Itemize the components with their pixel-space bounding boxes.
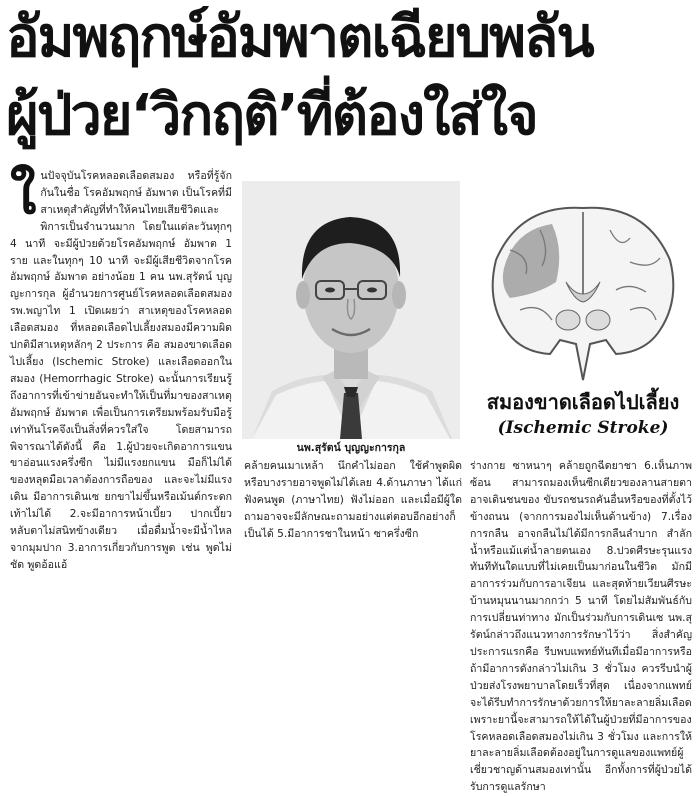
portrait-image	[242, 181, 460, 439]
brain-icon	[480, 190, 686, 386]
doctor-photo	[242, 181, 460, 439]
illustration-caption	[470, 388, 696, 440]
photo-caption: นพ.สุรัตน์ บุญญะการกุล	[296, 442, 406, 454]
column-2-text: คล้ายคนเมาเหล้า นึกคำไม่ออก ใช้คำพูดผิด หรือบางรายอาจพูดไม่ได้เลย 4.ด้านภาษา ได้แก่ ฟังคนพูด (ภาษาไทย) ฟังไม่ออก และเมื่อมีผู้ใดถามอาจจะมีลักษณะถามอย่างแต่ตอบอีกอย่างก็เป็นได้ 5.มีอาการชาในหน้า ซาครึ่งซีก	[244, 460, 462, 540]
article-column-2	[244, 458, 462, 552]
drop-cap: ใ	[10, 163, 37, 226]
illustration-caption-english: (Ischemic Stroke)	[497, 418, 669, 438]
headline-line-2: ผู้ป่วย‘วิกฤติ’ที่ต้องใส่ใจ	[6, 83, 537, 148]
column-1-text: นปัจจุบันโรคหลอดเลือดสมอง หรือที่รู้จักกันในชื่อ โรคอัมพฤกษ์ อัมพาต เป็นโรคที่มีสาเหตุสำคัญที่ทำให้คนไทยเสียชีวิตและพิการเป็นจำนวนมาก โดยในแต่ละวันทุกๆ 4 นาที จะมีผู้ป่วยด้วยโรคอัมพฤกษ์ อัมพาต 1 ราย และในทุกๆ 10 นาที จะมีผู้เสียชีวิตจากโรคอัมพฤกษ์ อัมพาต อย่างน้อย 1 คน นพ.สุรัตน์ บุญญะการกุล ผู้อำนวยการศูนย์โรคหลอดเลือดสมอง รพ.พญาไท 1 เปิดเผยว่า สาเหตุของโรคหลอดเลือดสมอง ที่หลอดเลือดไปเลี้ยงสมองมีความผิดปกติมีสาเหตุหลักๆ 2 ประการ คือ สมองขาดเลือดไปเลี้ยง (Ischemic Stroke) และเลือดออกในสมอง (Hemorrhagic Stroke) ฉะนั้นการเรียนรู้ถึงอาการที่เข้าข่ายอันจะทำให้เป็นที่มาของสาเหตุอัมพฤกษ์ อัมพาต เพื่อเป็นการเตรียมพร้อมรับมือรู้เท่าทันโรคจึงเป็นสิ่งที่ควรใส่ใจ โดยสามารถพิจารณาได้ดังนี้ คือ 1.ผู้ป่วยจะเกิดอาการแขนขาอ่อนแรงครึ่งซีก ไม่มีแรงยกแขน มือก็ไม่ได้ ของหลุดมือเวลาต้องการถือของ และจะไม่มีแรงเดิน มีอาการเดินเซ ยกขาไม่ขึ้นหรือเม้นต์กระดกเท้าไม่ได้ 2.จะมีอาการหน้าเบี้ยว ปากเบี้ยว หลับตาไม่สนิทข้างเดียว เมื่อดื่มน้ำจะมีน้ำไหลจากมุมปาก 3.อาการเกี่ยวกับการพูด เช่น พูดไม่ชัด พูดอ้อแอ้	[10, 170, 232, 571]
headline	[6, 0, 696, 156]
brain-illustration	[480, 190, 686, 386]
illustration-caption-thai: สมองขาดเลือดไปเลี้ยง	[486, 390, 680, 414]
article-column-3	[470, 458, 692, 794]
headline-line-1: อัมพฤกษ์อัมพาตเฉียบพลัน	[6, 5, 593, 70]
article-column-1	[10, 163, 232, 571]
column-3-text: ร่างกาย ซาหนาๆ คล้ายถูกฉีดยาชา 6.เห็นภาพซ้อน สามารถมองเห็นซีกเดียวของลานสายตา อาจเดินชนของ ขับรถชนรถคันอื่นหรือของที่ตั้งไว้ข้างถนน (จากการมองไม่เห็นด้านข้าง) 7.เรื่องการกลืน อาจกลืนไม่ได้มีการกลืนลำบาก สำลักน้ำหรือแม้แต่น้ำลายตนเอง 8.ปวดศีรษะรุนแรงทันทีทันใดแบบที่ไม่เคยเป็นมาก่อนในชีวิต มักมีอาการร่วมกับการอาเจียน และสุดท้ายเวียนศีรษะบ้านหมุนนานมากกว่า 5 นาที โดยไม่สัมพันธ์กับการเปลี่ยนท่าทาง มักเป็นร่วมกับการเดินเซ นพ.สุรัตน์กล่าวถึงแนวทางการรักษาไว้ว่า สิ่งสำคัญประการแรกคือ รีบพบแพทย์ทันทีเมื่อมีอาการหรือถ้ามีอาการดังกล่าวไม่เกิน 3 ชั่วโมง ควรรีบนำผู้ป่วยส่งโรงพยาบาลโดยเร็วที่สุด เนื่องจากแพทย์จะได้รีบทำการรักษาด้วยการให้ยาละลายลิ่มเลือด เพราะยานี้จะสามารถให้ได้ในผู้ป่วยที่มีอาการของโรคหลอดเลือดสมองไม่เกิน 3 ชั่วโมง และการให้ยาละลายลิ่มเลือดต้องอยู่ในการดูแลของแพทย์ผู้เชี่ยวชาญด้านสมองเท่านั้น อีกทั้งการที่ผู้ป่วยได้รับการดูแลรักษา	[470, 460, 692, 794]
